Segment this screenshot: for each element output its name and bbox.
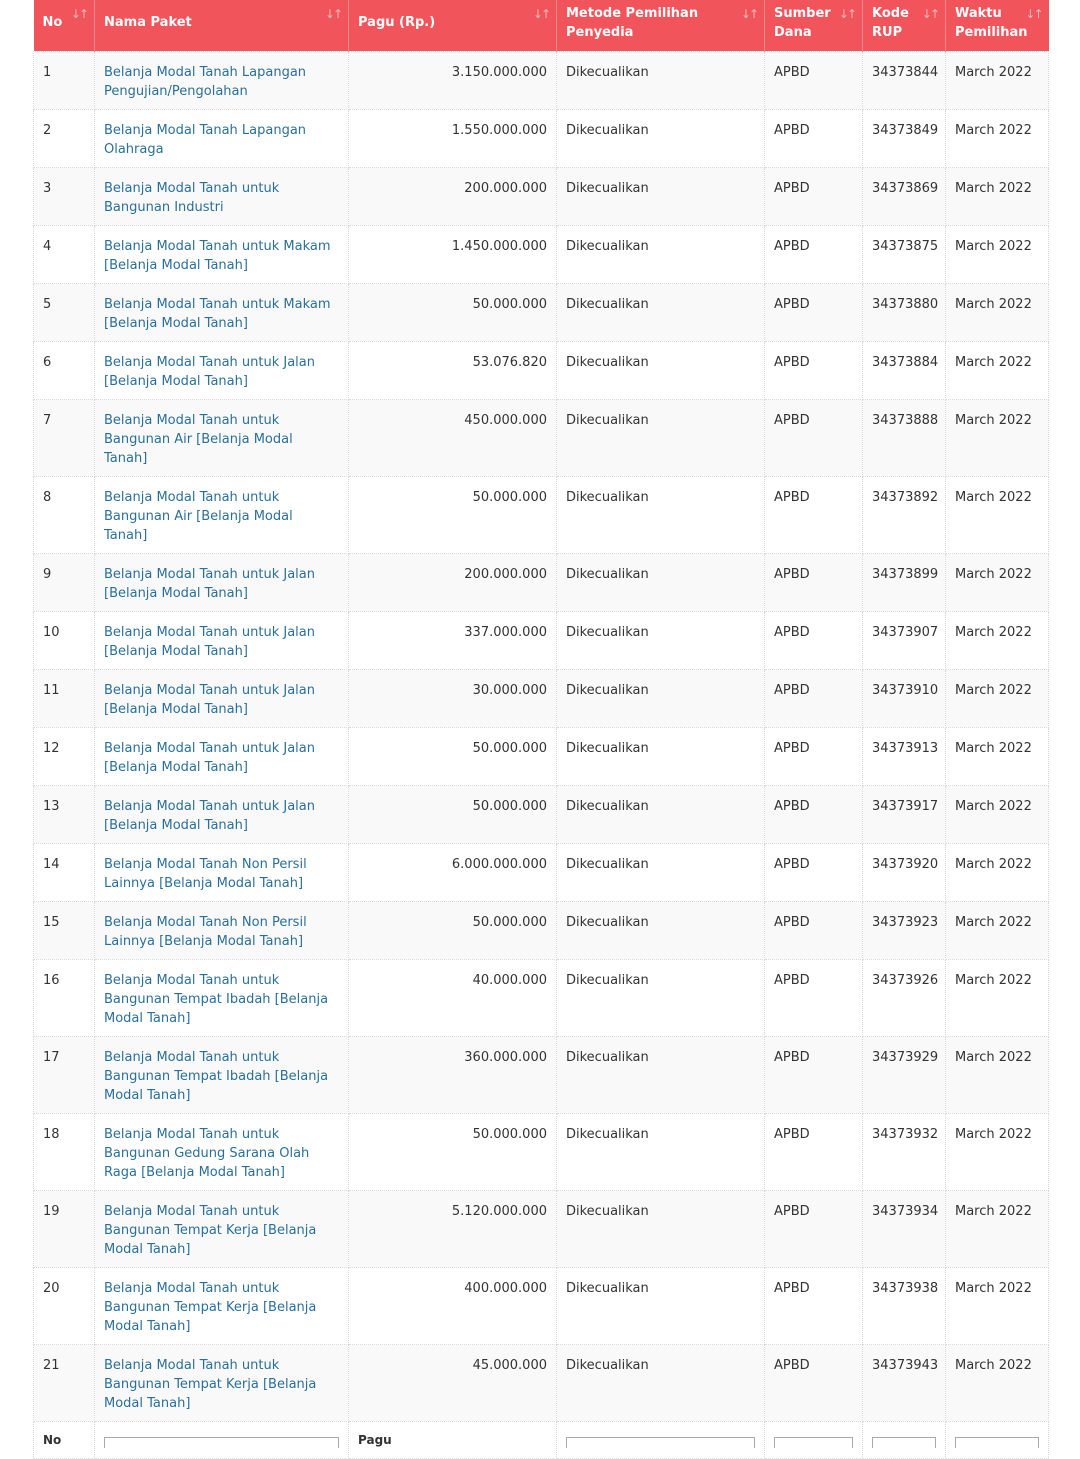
paket-link[interactable]: Belanja Modal Tanah Non Persil Lainnya [Belanja Modal Tanah]: [104, 856, 307, 891]
sort-icon[interactable]: ↓↑: [921, 7, 938, 21]
cell-metode: Dikecualikan: [557, 399, 765, 476]
cell-pagu: 450.000.000: [349, 399, 557, 476]
paket-link[interactable]: Belanja Modal Tanah untuk Makam [Belanja Modal Tanah]: [104, 296, 331, 331]
cell-metode: Dikecualikan: [557, 611, 765, 669]
cell-nama-paket: [95, 51, 349, 109]
cell-pagu: 5.120.000.000: [349, 1190, 557, 1267]
paket-link[interactable]: Belanja Modal Tanah untuk Bangunan Tempat Kerja [Belanja Modal Tanah]: [104, 1357, 317, 1411]
cell-no: 7: [34, 399, 95, 476]
cell-kode-rup: 34373884: [863, 341, 946, 399]
cell-sumber-dana: APBD: [765, 553, 863, 611]
cell-metode: Dikecualikan: [557, 225, 765, 283]
header-metode-pemilihan[interactable]: [557, 0, 765, 51]
cell-no: 4: [34, 225, 95, 283]
table-row: [34, 341, 1049, 399]
cell-waktu-pemilihan: March 2022: [946, 225, 1049, 283]
table-row: [34, 283, 1049, 341]
filter-kode-rup-input[interactable]: [872, 1437, 936, 1448]
cell-metode: Dikecualikan: [557, 476, 765, 553]
header-no[interactable]: [34, 0, 95, 51]
cell-kode-rup: 34373932: [863, 1113, 946, 1190]
cell-pagu: 6.000.000.000: [349, 843, 557, 901]
cell-waktu-pemilihan: March 2022: [946, 611, 1049, 669]
table-row: [34, 109, 1049, 167]
cell-nama-paket: [95, 785, 349, 843]
sort-icon[interactable]: ↓↑: [324, 7, 341, 21]
cell-nama-paket: [95, 611, 349, 669]
cell-no: 16: [34, 959, 95, 1036]
filter-nama-paket-input[interactable]: [104, 1437, 339, 1448]
filter-sumber-dana-select[interactable]: [774, 1437, 853, 1448]
cell-pagu: 50.000.000: [349, 727, 557, 785]
cell-nama-paket: [95, 553, 349, 611]
paket-link[interactable]: Belanja Modal Tanah untuk Makam [Belanja Modal Tanah]: [104, 238, 331, 273]
filter-metode-input[interactable]: [566, 1437, 755, 1448]
cell-waktu-pemilihan: March 2022: [946, 785, 1049, 843]
cell-sumber-dana: APBD: [765, 341, 863, 399]
paket-link[interactable]: Belanja Modal Tanah untuk Bangunan Gedung Sarana Olah Raga [Belanja Modal Tanah]: [104, 1126, 310, 1180]
cell-pagu: 53.076.820: [349, 341, 557, 399]
paket-link[interactable]: Belanja Modal Tanah untuk Bangunan Tempat Kerja [Belanja Modal Tanah]: [104, 1280, 317, 1334]
cell-waktu-pemilihan: March 2022: [946, 476, 1049, 553]
cell-kode-rup: 34373892: [863, 476, 946, 553]
filter-metode: [557, 1421, 765, 1458]
cell-kode-rup: 34373913: [863, 727, 946, 785]
cell-metode: Dikecualikan: [557, 669, 765, 727]
cell-pagu: 1.550.000.000: [349, 109, 557, 167]
cell-nama-paket: [95, 959, 349, 1036]
cell-sumber-dana: APBD: [765, 843, 863, 901]
cell-no: 13: [34, 785, 95, 843]
cell-waktu-pemilihan: March 2022: [946, 341, 1049, 399]
paket-link[interactable]: Belanja Modal Tanah untuk Jalan [Belanja Modal Tanah]: [104, 624, 316, 659]
cell-no: 8: [34, 476, 95, 553]
cell-sumber-dana: APBD: [765, 476, 863, 553]
cell-sumber-dana: APBD: [765, 283, 863, 341]
cell-metode: Dikecualikan: [557, 109, 765, 167]
table-row: [34, 1344, 1049, 1421]
cell-nama-paket: [95, 901, 349, 959]
footer-no-label: No: [34, 1421, 95, 1458]
cell-sumber-dana: APBD: [765, 1113, 863, 1190]
cell-metode: Dikecualikan: [557, 959, 765, 1036]
footer-pagu-label: Pagu: [349, 1421, 557, 1458]
sort-icon[interactable]: ↓↑: [532, 7, 549, 21]
header-label: Sumber Dana: [774, 6, 831, 40]
cell-waktu-pemilihan: March 2022: [946, 1190, 1049, 1267]
cell-kode-rup: 34373869: [863, 167, 946, 225]
cell-waktu-pemilihan: March 2022: [946, 283, 1049, 341]
cell-waktu-pemilihan: March 2022: [946, 727, 1049, 785]
cell-pagu: 50.000.000: [349, 1113, 557, 1190]
cell-kode-rup: 34373899: [863, 553, 946, 611]
table-row: [34, 1190, 1049, 1267]
cell-nama-paket: [95, 1113, 349, 1190]
cell-waktu-pemilihan: March 2022: [946, 51, 1049, 109]
header-label: Kode RUP: [872, 6, 909, 40]
paket-table: [33, 0, 1049, 1459]
table-row: [34, 611, 1049, 669]
cell-sumber-dana: APBD: [765, 167, 863, 225]
cell-nama-paket: [95, 399, 349, 476]
table-row: [34, 51, 1049, 109]
cell-metode: Dikecualikan: [557, 843, 765, 901]
cell-waktu-pemilihan: March 2022: [946, 1344, 1049, 1421]
cell-kode-rup: 34373926: [863, 959, 946, 1036]
paket-link[interactable]: Belanja Modal Tanah untuk Bangunan Air [Belanja Modal Tanah]: [104, 489, 293, 543]
filter-kode-rup: [863, 1421, 946, 1458]
table-row: [34, 1036, 1049, 1113]
cell-metode: Dikecualikan: [557, 901, 765, 959]
cell-metode: Dikecualikan: [557, 1113, 765, 1190]
filter-nama-paket: [95, 1421, 349, 1458]
paket-link[interactable]: Belanja Modal Tanah untuk Bangunan Tempat Kerja [Belanja Modal Tanah]: [104, 1203, 317, 1257]
cell-metode: Dikecualikan: [557, 51, 765, 109]
header-nama-paket[interactable]: [95, 0, 349, 51]
cell-no: 10: [34, 611, 95, 669]
cell-kode-rup: 34373880: [863, 283, 946, 341]
header-label: Pagu (Rp.): [358, 15, 436, 30]
table-footer-filter-row: [34, 1421, 1049, 1458]
cell-no: 21: [34, 1344, 95, 1421]
cell-metode: Dikecualikan: [557, 785, 765, 843]
cell-nama-paket: [95, 1036, 349, 1113]
cell-metode: Dikecualikan: [557, 1036, 765, 1113]
header-sumber-dana[interactable]: [765, 0, 863, 51]
cell-metode: Dikecualikan: [557, 1267, 765, 1344]
cell-kode-rup: 34373929: [863, 1036, 946, 1113]
cell-pagu: 50.000.000: [349, 283, 557, 341]
table-row: [34, 843, 1049, 901]
table-row: [34, 959, 1049, 1036]
paket-link[interactable]: Belanja Modal Tanah untuk Jalan [Belanja Modal Tanah]: [104, 798, 316, 833]
cell-waktu-pemilihan: March 2022: [946, 1267, 1049, 1344]
header-label: Waktu Pemilihan: [955, 6, 1028, 40]
cell-nama-paket: [95, 283, 349, 341]
cell-nama-paket: [95, 1344, 349, 1421]
paket-link[interactable]: Belanja Modal Tanah untuk Jalan [Belanja Modal Tanah]: [104, 566, 316, 601]
cell-pagu: 30.000.000: [349, 669, 557, 727]
cell-nama-paket: [95, 225, 349, 283]
cell-waktu-pemilihan: March 2022: [946, 901, 1049, 959]
cell-waktu-pemilihan: March 2022: [946, 959, 1049, 1036]
cell-no: 12: [34, 727, 95, 785]
table-row: [34, 669, 1049, 727]
cell-no: 9: [34, 553, 95, 611]
table-row: [34, 225, 1049, 283]
table-row: [34, 399, 1049, 476]
cell-waktu-pemilihan: March 2022: [946, 167, 1049, 225]
cell-sumber-dana: APBD: [765, 109, 863, 167]
filter-waktu: [946, 1421, 1049, 1458]
cell-no: 2: [34, 109, 95, 167]
cell-sumber-dana: APBD: [765, 785, 863, 843]
header-pagu[interactable]: [349, 0, 557, 51]
cell-sumber-dana: APBD: [765, 225, 863, 283]
cell-nama-paket: [95, 109, 349, 167]
cell-no: 19: [34, 1190, 95, 1267]
cell-metode: Dikecualikan: [557, 167, 765, 225]
cell-pagu: 200.000.000: [349, 553, 557, 611]
cell-sumber-dana: APBD: [765, 1190, 863, 1267]
cell-pagu: 1.450.000.000: [349, 225, 557, 283]
cell-nama-paket: [95, 727, 349, 785]
cell-nama-paket: [95, 843, 349, 901]
cell-sumber-dana: APBD: [765, 1036, 863, 1113]
cell-waktu-pemilihan: March 2022: [946, 1113, 1049, 1190]
sort-ascending-icon[interactable]: ↓↑: [70, 7, 87, 21]
cell-nama-paket: [95, 341, 349, 399]
table-header-row: [34, 0, 1049, 51]
filter-sumber-dana: [765, 1421, 863, 1458]
cell-kode-rup: 34373938: [863, 1267, 946, 1344]
table-row: [34, 553, 1049, 611]
cell-waktu-pemilihan: March 2022: [946, 109, 1049, 167]
cell-kode-rup: 34373844: [863, 51, 946, 109]
cell-pagu: 200.000.000: [349, 167, 557, 225]
cell-no: 1: [34, 51, 95, 109]
cell-waktu-pemilihan: March 2022: [946, 1036, 1049, 1113]
cell-no: 11: [34, 669, 95, 727]
cell-sumber-dana: APBD: [765, 399, 863, 476]
cell-pagu: 45.000.000: [349, 1344, 557, 1421]
cell-sumber-dana: APBD: [765, 1344, 863, 1421]
cell-waktu-pemilihan: March 2022: [946, 399, 1049, 476]
cell-metode: Dikecualikan: [557, 1190, 765, 1267]
cell-pagu: 50.000.000: [349, 785, 557, 843]
cell-kode-rup: 34373923: [863, 901, 946, 959]
table-row: [34, 1267, 1049, 1344]
paket-link[interactable]: Belanja Modal Tanah untuk Bangunan Industri: [104, 180, 280, 215]
cell-nama-paket: [95, 1190, 349, 1267]
cell-waktu-pemilihan: March 2022: [946, 843, 1049, 901]
cell-no: 20: [34, 1267, 95, 1344]
cell-sumber-dana: APBD: [765, 959, 863, 1036]
cell-no: 18: [34, 1113, 95, 1190]
cell-no: 3: [34, 167, 95, 225]
cell-sumber-dana: APBD: [765, 669, 863, 727]
sort-icon[interactable]: ↓↑: [740, 7, 757, 21]
cell-nama-paket: [95, 669, 349, 727]
cell-pagu: 50.000.000: [349, 901, 557, 959]
cell-pagu: 360.000.000: [349, 1036, 557, 1113]
cell-metode: Dikecualikan: [557, 283, 765, 341]
cell-kode-rup: 34373888: [863, 399, 946, 476]
cell-kode-rup: 34373910: [863, 669, 946, 727]
cell-sumber-dana: APBD: [765, 611, 863, 669]
cell-waktu-pemilihan: March 2022: [946, 553, 1049, 611]
cell-no: 15: [34, 901, 95, 959]
paket-link[interactable]: Belanja Modal Tanah Lapangan Olahraga: [104, 122, 307, 157]
cell-sumber-dana: APBD: [765, 51, 863, 109]
cell-pagu: 3.150.000.000: [349, 51, 557, 109]
cell-no: 14: [34, 843, 95, 901]
table-row: [34, 901, 1049, 959]
cell-nama-paket: [95, 1267, 349, 1344]
header-label: No: [42, 15, 63, 30]
cell-pagu: 337.000.000: [349, 611, 557, 669]
cell-kode-rup: 34373920: [863, 843, 946, 901]
cell-kode-rup: 34373849: [863, 109, 946, 167]
header-label: Nama Paket: [104, 15, 192, 30]
table-row: [34, 1113, 1049, 1190]
cell-pagu: 50.000.000: [349, 476, 557, 553]
cell-kode-rup: 34373875: [863, 225, 946, 283]
paket-link[interactable]: Belanja Modal Tanah untuk Bangunan Tempat Ibadah [Belanja Modal Tanah]: [104, 1049, 329, 1103]
cell-metode: Dikecualikan: [557, 1344, 765, 1421]
paket-link[interactable]: Belanja Modal Tanah untuk Bangunan Tempat Ibadah [Belanja Modal Tanah]: [104, 972, 329, 1026]
paket-link[interactable]: Belanja Modal Tanah untuk Jalan [Belanja Modal Tanah]: [104, 682, 316, 717]
paket-link[interactable]: Belanja Modal Tanah Non Persil Lainnya [Belanja Modal Tanah]: [104, 914, 307, 949]
filter-waktu-input[interactable]: [955, 1437, 1039, 1448]
cell-kode-rup: 34373917: [863, 785, 946, 843]
paket-table-container: [33, 0, 1048, 1459]
cell-no: 17: [34, 1036, 95, 1113]
table-body: [34, 51, 1049, 1421]
cell-no: 6: [34, 341, 95, 399]
table-row: [34, 785, 1049, 843]
table-row: [34, 476, 1049, 553]
cell-sumber-dana: APBD: [765, 727, 863, 785]
cell-nama-paket: [95, 167, 349, 225]
sort-icon[interactable]: ↓↑: [1025, 7, 1042, 21]
cell-metode: Dikecualikan: [557, 341, 765, 399]
cell-pagu: 40.000.000: [349, 959, 557, 1036]
cell-kode-rup: 34373934: [863, 1190, 946, 1267]
cell-metode: Dikecualikan: [557, 727, 765, 785]
cell-no: 5: [34, 283, 95, 341]
cell-kode-rup: 34373943: [863, 1344, 946, 1421]
cell-metode: Dikecualikan: [557, 553, 765, 611]
cell-kode-rup: 34373907: [863, 611, 946, 669]
cell-pagu: 400.000.000: [349, 1267, 557, 1344]
cell-nama-paket: [95, 476, 349, 553]
cell-sumber-dana: APBD: [765, 1267, 863, 1344]
header-waktu-pemilihan[interactable]: [946, 0, 1049, 51]
paket-link[interactable]: Belanja Modal Tanah untuk Jalan [Belanja Modal Tanah]: [104, 740, 316, 775]
header-label: Metode Pemilihan Penyedia: [566, 6, 699, 40]
table-row: [34, 727, 1049, 785]
paket-link[interactable]: Belanja Modal Tanah Lapangan Pengujian/Pengolahan: [104, 64, 307, 99]
paket-link[interactable]: Belanja Modal Tanah untuk Bangunan Air [Belanja Modal Tanah]: [104, 412, 293, 466]
table-row: [34, 167, 1049, 225]
header-kode-rup[interactable]: [863, 0, 946, 51]
sort-icon[interactable]: ↓↑: [838, 7, 855, 21]
cell-waktu-pemilihan: March 2022: [946, 669, 1049, 727]
paket-link[interactable]: Belanja Modal Tanah untuk Jalan [Belanja Modal Tanah]: [104, 354, 316, 389]
cell-sumber-dana: APBD: [765, 901, 863, 959]
